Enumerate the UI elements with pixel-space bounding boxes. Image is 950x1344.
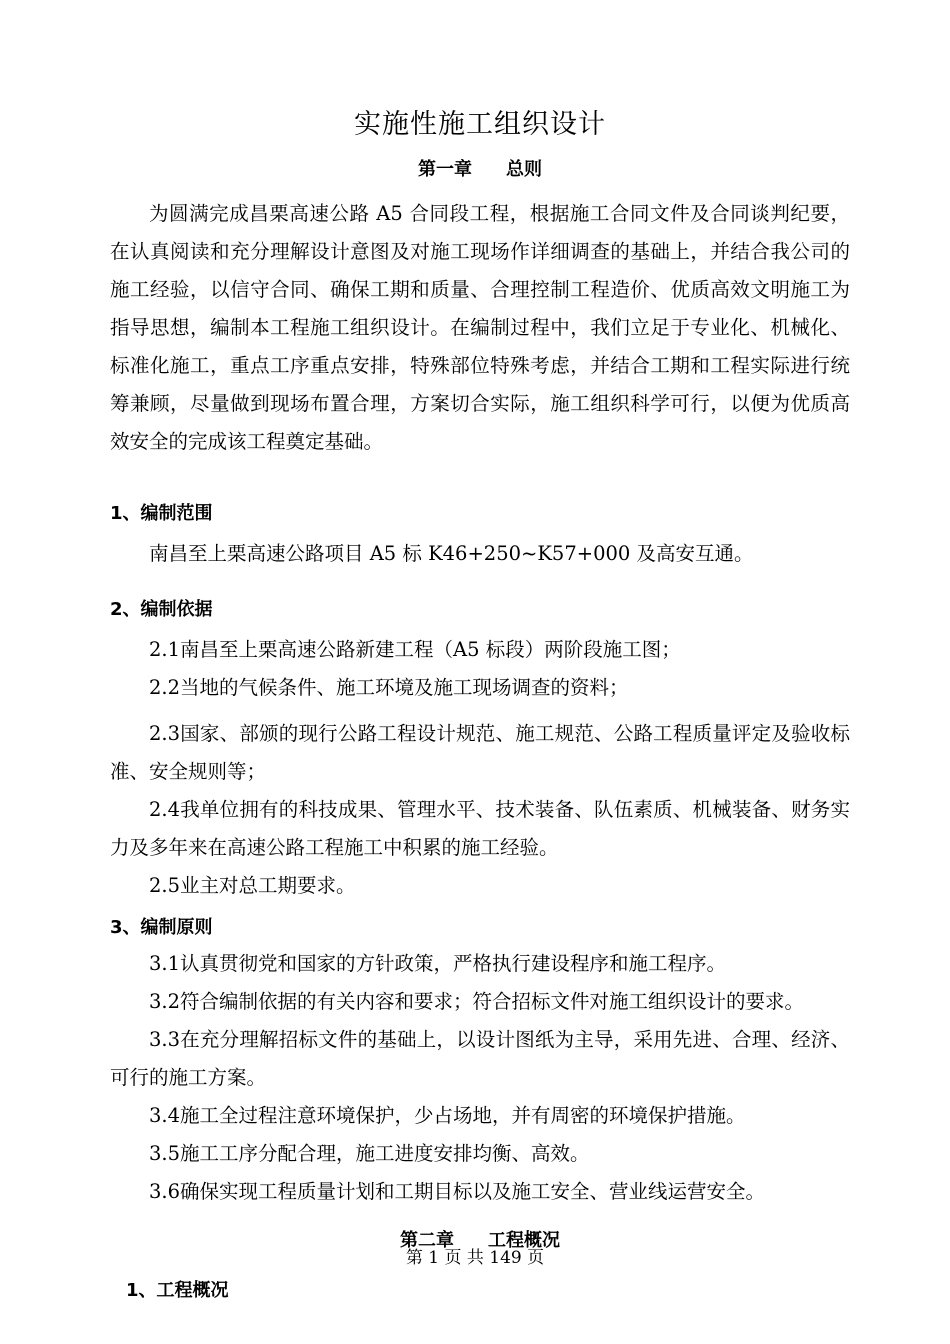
spacer [110, 461, 850, 477]
section-2-item-4: 2.4我单位拥有的科技成果、管理水平、技术装备、队伍素质、机械装备、财务实力及多年来在高速公路工程施工中积累的施工经验。 [110, 797, 850, 859]
chapter-1-label: 第一章 [418, 158, 472, 180]
section-2-item-3: 2.3国家、部颁的现行公路工程设计规范、施工规范、公路工程质量评定及验收标准、安全规则等； [110, 721, 850, 783]
section-3-item-4: 3.4施工全过程注意环境保护，少占场地，并有周密的环境保护措施。 [149, 1103, 746, 1127]
page-content [110, 0, 850, 1312]
page-footer: 第 1 页 共 149 页 [405, 1248, 545, 1268]
chapter-1-heading [110, 142, 850, 183]
section-3-item-6: 3.6确保实现工程质量计划和工期目标以及施工安全、营业线运营安全。 [149, 1179, 766, 1203]
section-3-item-1: 3.1认真贯彻党和国家的方针政策，严格执行建设程序和施工程序。 [149, 951, 727, 975]
section-heading-1-scope: 1、编制范围 [110, 502, 213, 524]
section-1-body: 南昌至上栗高速公路项目 A5 标 K46+250~K57+000 及高安互通。 [149, 541, 754, 565]
section-3-item-5: 3.5施工工序分配合理，施工进度安排均衡、高效。 [149, 1141, 590, 1165]
spacer [110, 707, 850, 715]
chapter-1-name: 总则 [506, 158, 542, 180]
section-heading-3-principles: 3、编制原则 [110, 916, 213, 938]
section-2-item-5: 2.5业主对总工期要求。 [149, 873, 356, 897]
document-title: 实施性施工组织设计 [354, 109, 606, 140]
section-3-item-2: 3.2符合编制依据的有关内容和要求；符合招标文件对施工组织设计的要求。 [149, 989, 805, 1013]
chapter-2-label: 第二章 [400, 1229, 454, 1251]
section-heading-2-basis: 2、编制依据 [110, 598, 213, 620]
section-2-item-1: 2.1南昌至上栗高速公路新建工程（A5 标段）两阶段施工图； [149, 637, 681, 661]
section-2-item-2: 2.2当地的气候条件、施工环境及施工现场调查的资料； [149, 675, 629, 699]
chapter-2-name: 工程概况 [488, 1229, 560, 1251]
section-heading-chapter2-overview: 1、工程概况 [126, 1279, 229, 1301]
section-3-item-3: 3.3在充分理解招标文件的基础上，以设计图纸为主导，采用先进、合理、经济、可行的施工方案。 [110, 1027, 850, 1089]
chapter-1-intro-paragraph: 为圆满完成昌栗高速公路 A5 合同段工程，根据施工合同文件及合同谈判纪要，在认真阅读和充分理解设计意图及对施工现场作详细调查的基础上，并结合我公司的施工经验，以信守合同、确保工期和质量、合理控制工程造价、优质高效文明施工为指导思想，编制本工程施工组织设计。在编制过程中，我们立足于专业化、机械化、标准化施工，重点工序重点安排，特殊部位特殊考虑，并结合工期和工程实际进行统筹兼顾，尽量做到现场布置合理，方案切合实际，施工组织科学可行，以便为优质高效安全的完成该工程奠定基础。 [110, 201, 850, 453]
